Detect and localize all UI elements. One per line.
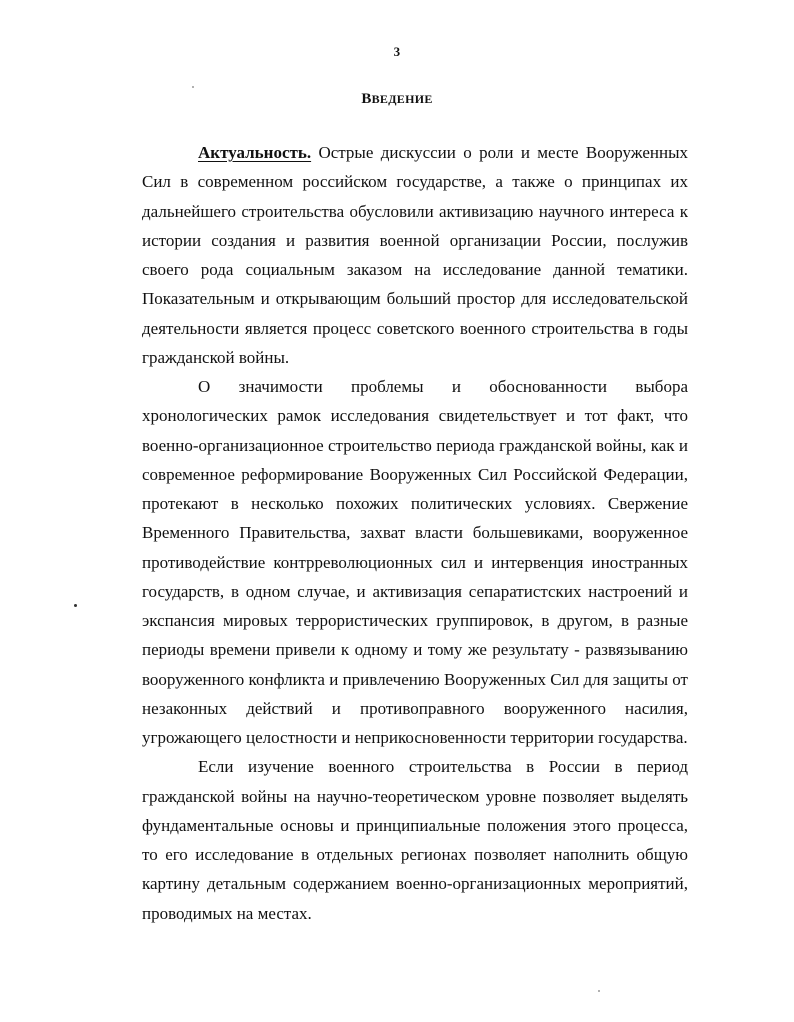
- paragraph-significance: [142, 372, 688, 752]
- scan-mark: [74, 604, 77, 607]
- paragraph-regional-study: [142, 752, 688, 928]
- section-heading-rest: ВЕДЕНИЕ: [371, 92, 433, 106]
- paragraph-text: Если изучение военного строительства в России в период гражданской войны на научно-теоретическом уровне позволяет выделять фундаментальные основы и принципиальные положения этого процесса, то его исследование в отдельных регионах позволяет наполнить общую картину детальным содержанием военно-организационных мероприятий, проводимых на местах.: [142, 757, 688, 923]
- body-text: [142, 138, 688, 928]
- section-heading: [0, 91, 794, 108]
- paragraph-lead-term: Актуальность.: [198, 143, 312, 162]
- page-number: 3: [393, 44, 401, 59]
- section-heading-initial: В: [361, 91, 372, 107]
- paragraph-relevance: [142, 138, 688, 372]
- scan-speck: [192, 86, 194, 88]
- paragraph-text: Острые дискуссии о роли и месте Вооруженных Сил в современном российском государстве, а также о принципах их дальнейшего строительства обусловили активизацию научного интереса к истории создания и развития военной организации России, послужив своего рода социальным заказом на исследование данной тематики. Показательным и открывающим больший простор для исследовательской деятельности является процесс советского военного строительства в годы гражданской войны.: [142, 143, 688, 367]
- scan-speck: [598, 990, 600, 992]
- paragraph-text: О значимости проблемы и обоснованности выбора хронологических рамок исследования свидетельствует и тот факт, что военно-организационное строительство периода гражданской войны, как и современное реформирование Вооруженных Сил Российской Федерации, протекают в несколько похожих политических условиях. Свержение Временного Правительства, захват власти большевиками, вооруженное противодействие контрреволюционных сил и интервенция иностранных государств, в одном случае, и активизация сепаратистских настроений и экспансия мировых террористических группировок, в другом, в разные периоды времени привели к одному и тому же результату - развязыванию вооруженного конфликта и привлечению Вооруженных Сил для защиты от незаконных действий и противоправного вооруженного насилия, угрожающего целостности и неприкосновенности территории государства.: [142, 377, 688, 747]
